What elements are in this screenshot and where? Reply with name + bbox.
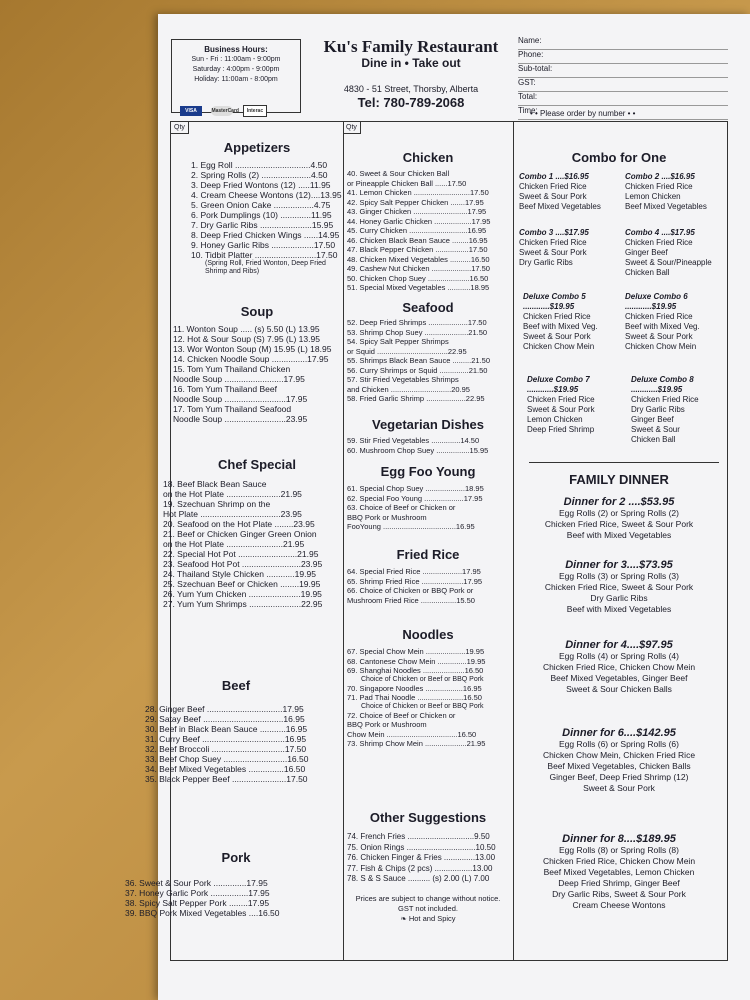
egg-foo-young-list	[347, 484, 484, 532]
beef-list	[145, 704, 308, 784]
chef-special-list	[163, 479, 322, 609]
menu-item: 78. S & S Sauce .......... (s) 2.00 (L) 7.00	[347, 874, 490, 883]
hours-title: Business Hours:	[204, 45, 268, 54]
menu-item: FooYoung ...................................16.95	[347, 522, 475, 531]
menu-item: 43. Ginger Chicken ..........................17.95	[347, 207, 487, 216]
section-title-fried-rice: Fried Rice	[396, 547, 460, 562]
menu-item: 20. Seafood on the Hot Plate ........23.95	[163, 519, 315, 529]
menu-item: 34. Beef Mixed Vegetables ...............16.50	[145, 764, 306, 774]
menu-item: 11. Wonton Soup ..... (s) 5.50 (L) 13.95	[173, 324, 320, 334]
fried-rice-list	[347, 567, 482, 605]
menu-item: 68. Cantonese Chow Mein ..............19.95	[347, 656, 486, 666]
payment-cards	[180, 99, 280, 113]
menu-item: 41. Lemon Chicken ...........................17.50	[347, 188, 489, 197]
menu-item: 8. Deep Fried Chicken Wings ......14.95	[191, 230, 340, 240]
restaurant-name: Ku's Family Restaurant	[323, 37, 499, 56]
menu-item: Noodle Soup ..........................17.95	[173, 394, 308, 404]
menu-item: 76. Chicken Finger & Fries ..............13.00	[347, 853, 496, 862]
section-title-egg-foo-young: Egg Foo Young	[380, 464, 476, 479]
divider	[529, 462, 719, 463]
menu-item: 46. Chicken Black Bean Sauce ........16.95	[347, 235, 488, 245]
menu-item: 39. BBQ Pork Mixed Vegetables ....16.50	[125, 908, 280, 918]
menu-item: 66. Choice of Chicken or BBQ Pork or	[347, 586, 474, 595]
menu-item: 58. Fried Garlic Shrimp ...................22.95	[347, 394, 485, 403]
menu-item: on the Hot Plate .......................21.95	[163, 489, 302, 499]
menu-item: 9. Honey Garlic Ribs ..................17.50	[191, 240, 336, 250]
menu-item: 12. Hot & Sour Soup (S) 7.95 (L) 13.95	[173, 334, 320, 344]
menu-item: 28. Ginger Beef ................................17.95	[145, 704, 304, 714]
menu-item: 6. Pork Dumplings (10) .............11.95	[191, 210, 332, 220]
menu-item: 69. Shanghai Noodles ....................16.50	[347, 666, 484, 675]
menu-item: 64. Special Fried Rice ...................17.95	[347, 567, 481, 576]
menu-item: 3. Deep Fried Wontons (12) .....11.95	[191, 180, 331, 190]
menu-item: 23. Seafood Hot Pot .........................23.95	[163, 559, 323, 569]
section-title-pork: Pork	[221, 850, 251, 865]
menu-item: 26. Yum Yum Chicken ......................19.95	[163, 589, 322, 599]
menu-item: 32. Beef Broccoli ...............................17.50	[145, 744, 307, 754]
interac-logo: Interac	[243, 105, 267, 117]
other-list	[347, 832, 496, 885]
menu-item: Noodle Soup .........................17.95	[173, 374, 305, 384]
menu-item: 53. Shrimp Chop Suey .....................21.50	[347, 327, 488, 337]
section-title-beef: Beef	[221, 678, 251, 693]
vegetarian-list	[347, 436, 488, 455]
pork-list	[125, 878, 280, 918]
menu-item: or Squid ..................................22.95	[347, 346, 467, 356]
menu-item: 35. Black Pepper Beef .......................17.50	[145, 774, 308, 784]
hot-spicy-icon: ❧	[400, 914, 407, 923]
menu-item: 63. Choice of Beef or Chicken or	[347, 503, 456, 512]
soup-list	[173, 324, 331, 424]
menu-item: 33. Beef Chop Suey ...........................16.50	[145, 754, 309, 764]
combo-card: Combo 3 ....$17.95 Chicken Fried Rice Sweet & Sour Pork Dry Garlic Ribs	[519, 228, 589, 267]
menu-item: 45. Curry Chicken ............................16.95	[347, 226, 487, 235]
section-title-other: Other Suggestions	[369, 810, 487, 825]
menu-item: 67. Special Chow Mein ...................19.95	[347, 647, 485, 656]
order-field-total[interactable]: Total:	[518, 92, 728, 106]
seafood-list	[347, 318, 490, 404]
menu-item: 47. Black Pepper Chicken ................17.50	[347, 245, 488, 254]
item-note: Choice of Chicken or Beef or BBQ Pork	[361, 675, 484, 683]
section-title-noodles: Noodles	[402, 627, 454, 642]
address: 4830 - 51 Street, Thorsby, Alberta	[343, 84, 479, 94]
menu-item: 22. Special Hot Pot .........................21.95	[163, 549, 319, 559]
menu-item: 54. Spicy Salt Pepper Shrimps	[347, 337, 449, 346]
menu-item: 77. Fish & Chips (2 pcs) .................13.00	[347, 863, 493, 873]
family-dinner: Dinner for 6....$142.95 Egg Rolls (6) or Spring Rolls (6) Chicken Chow Mein, Chicken Fried Rice Beef Mixed Vegetables, Chicken Balls Ginger Beef, Deep Fried Shrimp (12) Sweet & Sour Pork	[542, 727, 696, 793]
menu-item: 19. Szechuan Shrimp on the	[163, 499, 271, 509]
order-note: • • Please order by number • •	[530, 109, 636, 118]
menu-item: 30. Beef in Black Bean Sauce ...........16.95	[145, 724, 308, 734]
menu-item: 31. Curry Beef ...................................16.95	[145, 734, 307, 744]
menu-item: 72. Choice of Beef or Chicken or	[347, 710, 456, 720]
menu-item: 56. Curry Shrimps or Squid ..............21.50	[347, 365, 488, 375]
order-field-phone[interactable]: Phone:	[518, 50, 728, 64]
column-3	[513, 122, 725, 960]
menu-item: 60. Mushroom Chop Suey ................15.95	[347, 445, 489, 455]
combo-card: Deluxe Combo 7 ............$19.95 Chicken Fried Rice Sweet & Sour Pork Lemon Chicken Deep Fried Shrimp	[527, 375, 595, 434]
menu-item: 38. Spicy Salt Pepper Pork ........17.95	[125, 898, 270, 908]
menu-item: 15. Tom Yum Thailand Chicken	[173, 364, 291, 374]
section-title-chicken: Chicken	[402, 150, 454, 165]
menu-item: 21. Beef or Chicken Ginger Green Onion	[163, 529, 317, 539]
menu-item: 24. Thailand Style Chicken ............19.95	[163, 569, 316, 579]
menu-item: 52. Deep Fried Shrimps ...................17.50	[347, 318, 487, 327]
menu-item: 27. Yum Yum Shrimps ......................22.95	[163, 599, 323, 609]
combo-card: Combo 4 ....$17.95 Chicken Fried Rice Ginger Beef Sweet & Sour/Pineapple Chicken Ball	[625, 228, 712, 277]
menu-item: or Pineapple Chicken Ball ......17.50	[347, 178, 467, 188]
order-field-name[interactable]: Name:	[518, 36, 728, 50]
menu-item: Mushroom Fried Rice .................15.50	[347, 595, 475, 605]
hours-line: Holiday: 11:00am - 8:00pm	[194, 76, 278, 83]
combo-card: Deluxe Combo 5 ............$19.95 Chicken Fried Rice Beef with Mixed Veg. Sweet & Sour Pork Chicken Chow Mein	[523, 292, 598, 351]
family-dinner: Dinner for 4....$97.95 Egg Rolls (4) or Spring Rolls (4) Chicken Fried Rice, Chicken Chow Mein Beef Mixed Vegetables, Ginger Beef Sweet & Sour Chicken Balls	[542, 639, 696, 694]
menu-item: 75. Onion Rings ...............................10.50	[347, 842, 496, 852]
menu-item: 1. Egg Roll ................................4.50	[191, 160, 328, 170]
menu-item: 13. Wor Wonton Soup (M) 15.95 (L) 18.95	[173, 344, 332, 354]
menu-item: 65. Shrimp Fried Rice ....................17.95	[347, 576, 483, 586]
combo-card: Combo 2 ....$16.95 Chicken Fried Rice Lemon Chicken Beef Mixed Vegetables	[625, 172, 707, 211]
menu-item: and Chicken .............................20.95	[347, 384, 470, 394]
combo-card: Deluxe Combo 6 ............$19.95 Chicken Fried Rice Beef with Mixed Veg. Sweet & Sour Pork Chicken Chow Mein	[625, 292, 700, 351]
menu-item: 17. Tom Yum Thailand Seafood	[173, 404, 292, 414]
menu-item: 44. Honey Garlic Chicken ..................17.95	[347, 216, 491, 226]
hours-line: Saturday : 4:00pm - 9:00pm	[192, 66, 280, 73]
menu-item: 25. Szechuan Beef or Chicken ........19.95	[163, 579, 321, 589]
menu-item: 37. Honey Garlic Pork ................17.95	[125, 888, 270, 898]
section-title-seafood: Seafood	[402, 300, 454, 315]
menu-item: 4. Cream Cheese Wontons (12)....13.95	[191, 190, 342, 200]
menu-frame	[125, 121, 728, 961]
section-title-combo: Combo for One	[571, 150, 667, 165]
mastercard-logo: MasterCard	[211, 108, 239, 114]
menu-item: 36. Sweet & Sour Pork ..............17.95	[125, 878, 268, 888]
qty-label: Qty	[171, 122, 189, 134]
menu-item: 7. Dry Garlic Ribs ......................15.95	[191, 220, 334, 230]
noodles-list	[347, 647, 485, 749]
section-title-chef-special: Chef Special	[217, 457, 297, 472]
chicken-list	[347, 169, 490, 293]
order-field-time[interactable]: Time:	[518, 106, 728, 120]
item-note: Choice of Chicken or Beef or BBQ Pork	[361, 702, 484, 710]
menu-item: 5. Green Onion Cake .................4.75	[191, 200, 331, 210]
menu-item: 71. Pad Thai Noodle ......................16.50	[347, 693, 482, 702]
section-title-vegetarian: Vegetarian Dishes	[372, 417, 484, 432]
column-1	[125, 122, 344, 960]
order-field-gst[interactable]: GST:	[518, 78, 728, 92]
qty-label: Qty	[343, 122, 361, 134]
menu-item: 48. Chicken Mixed Vegetables ..........16.50	[347, 254, 490, 264]
order-field-subtotal[interactable]: Sub-total:	[518, 64, 728, 78]
menu-item: 55. Shrimps Black Bean Sauce .........21.50	[347, 356, 490, 365]
menu-item: 10. Tidbit Platter ..........................17.50	[191, 250, 338, 260]
menu-item: 57. Stir Fried Vegetables Shrimps	[347, 375, 459, 384]
section-title-family: FAMILY DINNER	[569, 472, 669, 487]
menu-item: 42. Spicy Salt Pepper Chicken .......17.95	[347, 197, 484, 207]
section-title-appetizers: Appetizers	[223, 140, 291, 155]
menu-item: 49. Cashew Nut Chicken ...................17.50	[347, 264, 490, 273]
tagline: Dine in • Take out	[361, 56, 461, 70]
visa-logo: VISA	[180, 106, 202, 116]
menu-item: 2. Spring Rolls (2) .....................4.50	[191, 170, 328, 180]
section-title-soup: Soup	[240, 304, 274, 319]
menu-item: 18. Beef Black Bean Sauce	[163, 479, 267, 489]
column-2	[343, 122, 514, 960]
menu-item: 59. Stir Fried Vegetables ..............14.50	[347, 436, 480, 445]
menu-item: 61. Special Chop Suey ...................18.95	[347, 484, 484, 493]
menu-item: BBQ Pork or Mushroom	[347, 512, 427, 522]
menu-item: Hot Plate ..................................23.95	[163, 509, 302, 519]
family-dinner: Dinner for 3....$73.95 Egg Rolls (3) or Spring Rolls (3) Chicken Fried Rice, Sweet & Sour Pork Dry Garlic Ribs Beef with Mixed Vegetables	[544, 559, 694, 614]
family-dinner: Dinner for 8....$189.95 Egg Rolls (8) or Spring Rolls (8) Chicken Fried Rice, Chicken Chow Mein Beef Mixed Vegetables, Lemon Chicken Deep Fried Shrimp, Ginger Beef Dry Garlic Ribs, Sweet & Sour Pork Cream Cheese Wontons	[542, 833, 696, 910]
menu-item: 51. Special Mixed Vegetables ...........18.95	[347, 283, 490, 292]
menu-item: on the Hot Plate ........................21.95	[163, 539, 305, 549]
menu-item: 40. Sweet & Sour Chicken Ball	[347, 169, 450, 178]
footnote: Prices are subject to change without notice. GST not included. ❧ Hot and Spicy	[355, 894, 501, 923]
menu-item: Noodle Soup ..........................23.95	[173, 414, 308, 424]
menu-item: BBQ Pork or Mushroom	[347, 720, 427, 729]
item-note: (Spring Roll, Fried Wonton, Deep Fried Shrimp and Ribs)	[205, 260, 326, 275]
family-dinner: Dinner for 2 ....$53.95 Egg Rolls (2) or Spring Rolls (2) Chicken Fried Rice, Sweet & Sour Pork Beef with Mixed Vegetables	[544, 496, 694, 540]
menu-sheet	[125, 14, 750, 1000]
combo-card: Deluxe Combo 8 ............$19.95 Chicken Fried Rice Dry Garlic Ribs Ginger Beef Sweet & Sour Chicken Ball	[631, 375, 699, 444]
appetizers-list	[191, 160, 342, 276]
combo-card: Combo 1 ....$16.95 Chicken Fried Rice Sweet & Sour Pork Beef Mixed Vegetables	[519, 172, 601, 211]
order-form	[518, 36, 728, 120]
menu-item: 73. Shrimp Chow Mein ....................21.95	[347, 739, 486, 748]
menu-item: 62. Special Foo Young ...................17.95	[347, 493, 483, 503]
hours-line: Sun - Fri : 11:00am - 9:00pm	[191, 56, 281, 63]
menu-item: 50. Chicken Chop Suey ....................16.50	[347, 273, 489, 283]
menu-item: Chow Mein ..................................16.50	[347, 729, 477, 739]
telephone: Tel: 780-789-2068	[357, 95, 465, 110]
menu-item: 14. Chicken Noodle Soup ...............17.95	[173, 354, 329, 364]
menu-item: 29. Satay Beef ..................................16.95	[145, 714, 305, 724]
menu-item: 16. Tom Yum Thailand Beef	[173, 384, 277, 394]
menu-item: 70. Singapore Noodles ..................16.95	[347, 683, 482, 693]
menu-item: 74. French Fries ..............................9.50	[347, 832, 490, 841]
